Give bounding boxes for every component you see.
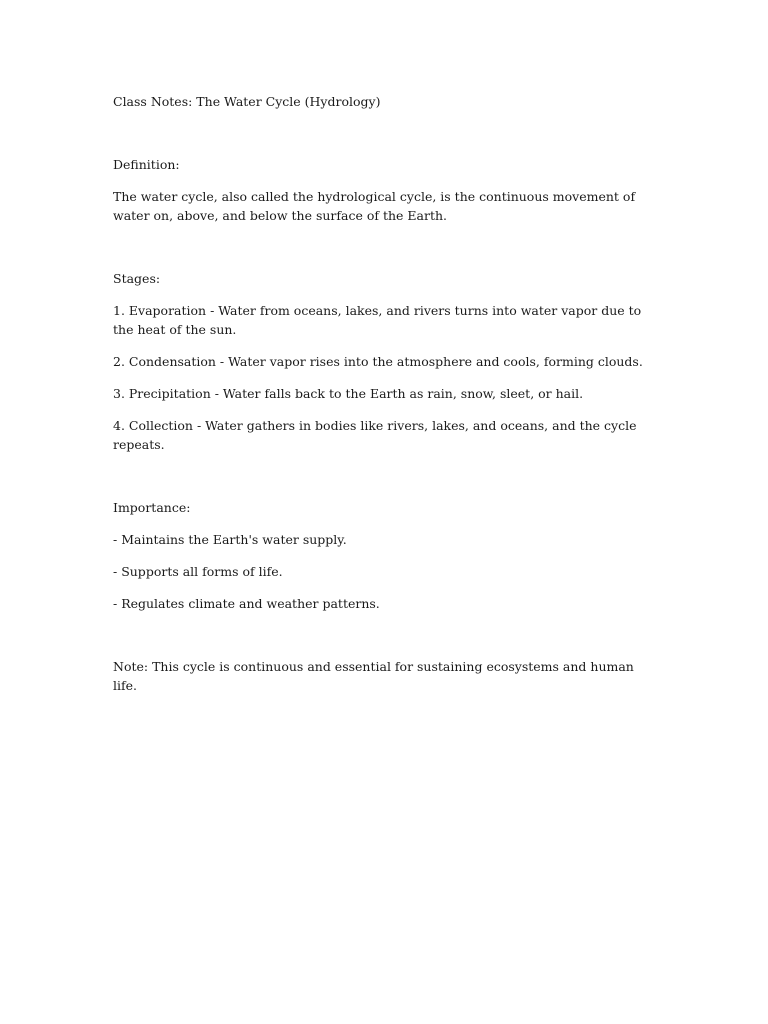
importance-heading: Importance: bbox=[113, 500, 191, 515]
stage-item-condensation: 2. Condensation - Water vapor rises into the atmosphere and cools, forming clouds. bbox=[113, 354, 643, 369]
stage-item-evaporation: 1. Evaporation - Water from oceans, lakes, and rivers turns into water vapor due to the heat of the sun. bbox=[113, 303, 642, 337]
definition-text: The water cycle, also called the hydrological cycle, is the continuous movement of water on, above, and below the surface of the Earth. bbox=[113, 189, 636, 223]
importance-item-life: - Supports all forms of life. bbox=[113, 564, 283, 579]
stage-item-collection: 4. Collection - Water gathers in bodies like rivers, lakes, and oceans, and the cycle repeats. bbox=[113, 418, 637, 452]
document-body bbox=[113, 92, 658, 695]
stage-item-precipitation: 3. Precipitation - Water falls back to the Earth as rain, snow, sleet, or hail. bbox=[113, 386, 584, 401]
importance-item-water-supply: - Maintains the Earth's water supply. bbox=[113, 532, 347, 547]
definition-heading: Definition: bbox=[113, 157, 180, 172]
page-title: Class Notes: The Water Cycle (Hydrology) bbox=[113, 94, 381, 109]
closing-note: Note: This cycle is continuous and essential for sustaining ecosystems and human life. bbox=[113, 659, 634, 693]
importance-item-climate: - Regulates climate and weather patterns. bbox=[113, 596, 380, 611]
stages-heading: Stages: bbox=[113, 271, 161, 286]
